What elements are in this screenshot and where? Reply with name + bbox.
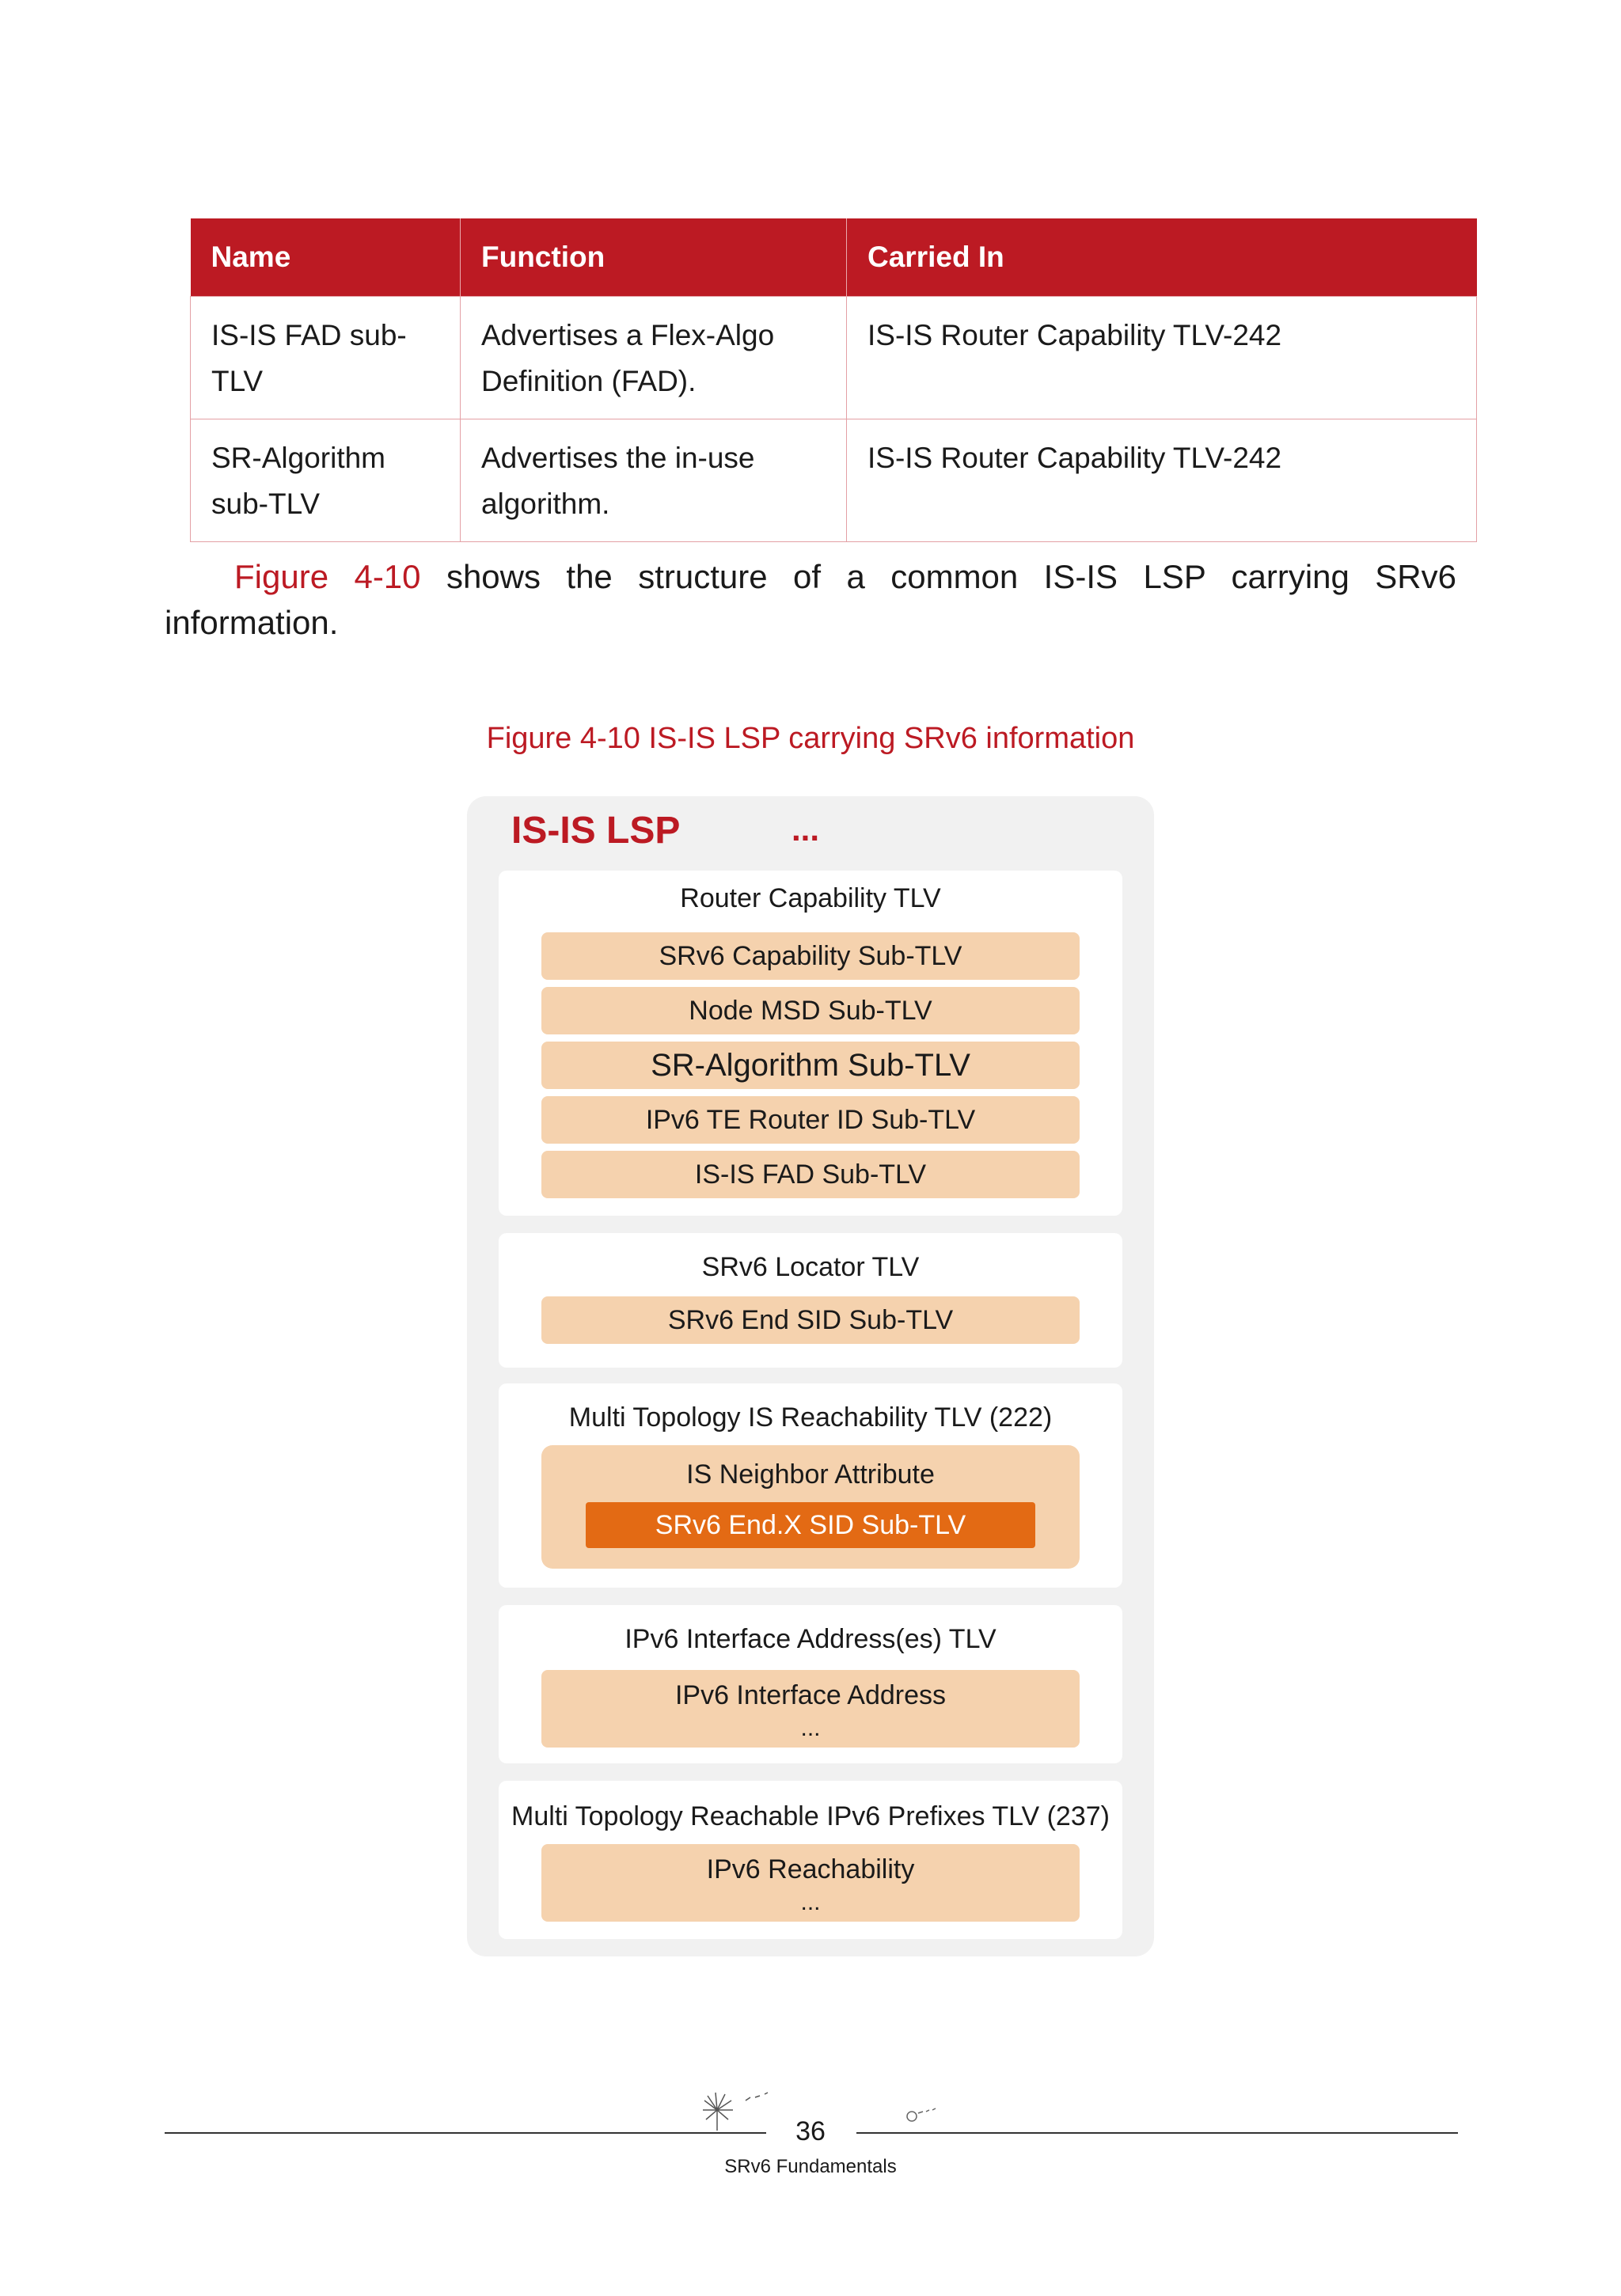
lsp-ellipsis: ... [792, 810, 820, 848]
figure-caption: Figure 4-10 IS-IS LSP carrying SRv6 information [486, 722, 1135, 755]
tlv-label: Router Capability TLV [680, 883, 941, 913]
paragraph-text: shows the structure of a common IS-IS LSP carrying SRv6 information. [165, 558, 1456, 641]
book-title: SRv6 Fundamentals [724, 2156, 897, 2177]
sub-tlv-srv6-capability: SRv6 Capability Sub-TLV [541, 932, 1080, 980]
is-neighbor-attribute [541, 1445, 1080, 1569]
cell-function: Advertises a Flex-Algo Definition (FAD). [461, 297, 847, 419]
sub-tlv-srv6-end-sid: SRv6 End SID Sub-TLV [541, 1296, 1080, 1344]
figure-reference-link[interactable]: Figure 4-10 [234, 558, 421, 595]
tlv-label: SRv6 Locator TLV [701, 1252, 920, 1282]
tlv-label: IPv6 Interface Address(es) TLV [624, 1624, 997, 1654]
tlv-label: Multi Topology Reachable IPv6 Prefixes TLV (237) [511, 1801, 1110, 1831]
header-carried-in: Carried In [847, 218, 1477, 297]
lsp-title: IS-IS LSP [511, 810, 681, 852]
cell-carried-in: IS-IS Router Capability TLV-242 [847, 297, 1477, 419]
sub-label: IPv6 Interface Address [674, 1680, 947, 1710]
sub-tlv-sr-algorithm: SR-Algorithm Sub-TLV [541, 1042, 1080, 1089]
sub-ellipsis: ... [800, 1889, 821, 1915]
sub-ellipsis: ... [800, 1715, 821, 1741]
sub-tlv-srv6-end-x-sid: SRv6 End.X SID Sub-TLV [586, 1502, 1035, 1548]
table-row [191, 297, 1477, 419]
cell-name: SR-Algorithm sub-TLV [191, 419, 461, 542]
tlv-label: Multi Topology IS Reachability TLV (222) [568, 1402, 1053, 1433]
router-capability-tlv [499, 871, 1122, 1216]
body-paragraph [165, 554, 1456, 646]
header-function: Function [461, 218, 847, 297]
ipv6-interface-address-tlv [499, 1605, 1122, 1763]
srv6-locator-tlv [499, 1233, 1122, 1368]
page-number: 36 [795, 2116, 826, 2146]
mt-ipv6-prefixes-tlv [499, 1781, 1122, 1939]
cell-function: Advertises the in-use algorithm. [461, 419, 847, 542]
table-row [191, 419, 1477, 542]
sub-tlv-ipv6-te-router-id: IPv6 TE Router ID Sub-TLV [541, 1096, 1080, 1144]
cell-carried-in: IS-IS Router Capability TLV-242 [847, 419, 1477, 542]
neighbor-label: IS Neighbor Attribute [686, 1459, 935, 1490]
tlv-table [190, 218, 1477, 542]
cell-name: IS-IS FAD sub-TLV [191, 297, 461, 419]
mt-is-reachability-tlv [499, 1383, 1122, 1588]
sub-tlv-isis-fad: IS-IS FAD Sub-TLV [541, 1151, 1080, 1198]
table-header-row [191, 218, 1477, 297]
sub-ipv6-interface-address [541, 1670, 1080, 1748]
sub-tlv-node-msd: Node MSD Sub-TLV [541, 987, 1080, 1034]
isis-lsp-diagram [467, 796, 1154, 1956]
sub-label: IPv6 Reachability [706, 1854, 915, 1884]
sub-ipv6-reachability [541, 1844, 1080, 1922]
header-name: Name [191, 218, 461, 297]
